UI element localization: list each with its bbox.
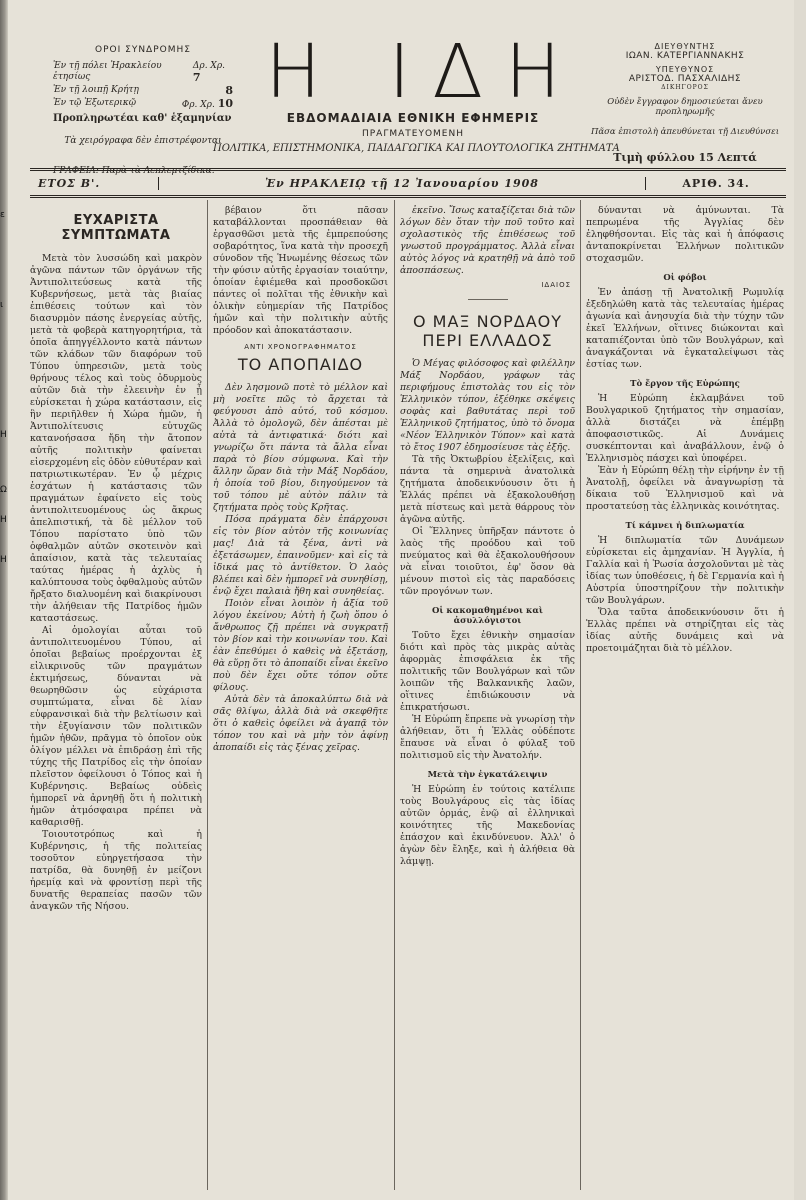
article-paragraph: Αἱ ὁμολογίαι αὗται τοῦ ἀντιπολιτευομένου Τύπου, αἱ ὁποῖαι βεβαίως προέρχονται ἐξ εἰλικρινοῦς τῶν πραγμάτων ἐκτιμήσεως, δύνανται νὰ θεωρηθῶσιν ὡς εὐχάριστα συμπτώματα, εἶναι δὲ λίαν εὐφρανσικαὶ διὰ τὴν βελτίωσιν καὶ τὴν ἐξυγίανσιν τῶν πολιτικῶν ἡμῶν ἠθῶν, πρᾶγμα τὸ ὁποῖον οὐκ ὀλίγον μέλλει νὰ ἐπιδράσῃ ἐπὶ τῆς τύχης τῆς Πατρίδος εἰς τὴν ὁποίαν πλεῖστον ὀφείλουσι ὁ Τόπος καὶ ἡ Κυβέρνησις. Βεβαίως οὐδεὶς ἠμπορεῖ νὰ ἀρνηθῇ ὅτι ἡ πολιτικὴ ἡμῶν ἀτμόσφαιρα πρέπει νὰ καθαρισθῇ. xyxy=(30,625,202,828)
edge-mark: Η xyxy=(0,555,7,565)
rate-unit: Φρ. Χρ. xyxy=(181,100,215,110)
column-2 xyxy=(213,205,388,1190)
manuscripts-note: Τὰ χειρόγραφα δὲν ἐπιστρέφονται xyxy=(64,136,222,146)
rate-place: Ἐν τῇ λοιπῇ Κρήτῃ xyxy=(53,85,139,95)
rate-row xyxy=(53,98,233,111)
prepayment-note: Προπληρωτέαι καθ' ἑξαμηνίαν xyxy=(53,113,232,124)
section-heading: Τί κάμνει ἡ διπλωματία xyxy=(625,521,745,531)
subscription-box xyxy=(53,45,233,176)
article-title: Ο ΜΑΞ ΝΟΡΔΑΟΥ ΠΕΡΙ ΕΛΛΑΔΟΣ xyxy=(412,312,563,350)
edge-mark: Η xyxy=(0,430,7,440)
article-paragraph: Τοῦτο ἔχει ἐθνικὴν σημασίαν διότι καὶ πρὸς τὰς μικρὰς αὐτὰς ἀφορμὰς ἐπισφάλεια ἐκ τῆς πολιτικῆς τῶν Βουλγάρων καὶ τῶν λοιπῶν τῆς Βαλκανικῆς λαῶν, οἵτινες ἐπιδιώκουσιν νὰ ἐπικρατήσωσι. xyxy=(400,630,575,713)
responsible-role: ΔΙΚΗΓΟΡΟΣ xyxy=(661,84,709,91)
section-heading: Οἱ κακομαθημένοι καὶ ἀσυλλόγιστοι xyxy=(431,606,544,626)
section-heading: Οἱ φόβοι xyxy=(663,273,707,283)
rate-unit: Δρ. Χρ. xyxy=(192,61,225,71)
unsigned-note: Οὐδὲν ἔγγραφον δημοσιεύεται ἄνευ προπληρωμῆς xyxy=(607,97,763,117)
issue-price: Τιμὴ φύλλου 15 Λεπτά xyxy=(613,151,757,164)
article-paragraph: Ἡ Εὐρώπη ἔπρεπε νὰ γνωρίσῃ τὴν ἀλήθειαν, ὅτι ἡ Ἑλλὰς οὐδέποτε ἔπαυσε νὰ εἶναι ὁ φύλαξ τοῦ πολιτισμοῦ εἰς τὴν Ἀνατολήν. xyxy=(400,714,575,761)
article-paragraph: ἐκεῖνο. Ἴσως καταξίζεται διὰ τῶν λόγων δὲν ὅταν τὴν ποῦ τοῦτο καὶ σχολαστικὸς τῆς ἐπιθέσεως τοῦ γνωστοῦ προγράμματος. Ἀλλὰ εἶναι αὐτὸς λόγος νὰ κρατηθῇ νὰ ἀπὸ τοῦ ἀποσπάσεως. xyxy=(400,205,575,276)
article-paragraph: Ποιὸν εἶναι λοιπὸν ἡ ἀξία τοῦ λόγου ἐκείνου; Αὐτὴ ἡ ζωὴ ὅπου ὁ ἄνθρωπος ζῇ πρέπει νὰ συγκρατῇ τὸν βίον καὶ τὴν κοινωνίαν του. Καὶ ἐὰν ἐπεθύμει ὁ καθεὶς νὰ ἐξετάσῃ, θὰ εὕρῃ ὅτι τὸ ἀποπαίδι εἶναι ἐκεῖνο ποὺ δὲν ἔχει οὔτε τόπον οὔτε φίλους. xyxy=(213,598,388,693)
column-3 xyxy=(400,205,575,1190)
rate-value: 8 xyxy=(225,84,233,97)
article-paragraph: Ἐν ἀπάσῃ τῇ Ἀνατολικῇ Ρωμυλίᾳ ἐξεδηλώθη κατὰ τὰς τελευταίας ἡμέρας ἀγωνία καὶ ἀνησυχία διὰ τὴν τύχην τῶν ἐκεῖ Ἑλλήνων, οἵτινες διώκονται καὶ καταπιέζονται ὑπὸ τῶν Βουλγάρων, καὶ ἀναγκάζονται νὰ ἐγκαταλείψωσι τὰς ἑστίας των. xyxy=(586,287,784,370)
article-paragraph: Τὰ τῆς Ὀκτωβρίου ἐξελίξεις, καὶ πάντα τὰ σημερινὰ ἀνατολικὰ ζητήματα ἀποδεικνύουσιν ὅτι ἡ Ἑλλάς πρέπει νὰ ἐξακολουθήσῃ μετὰ πίστεως καὶ μετὰ θάρρους τὸν ἀγῶνα αὐτῆς. xyxy=(400,454,575,525)
responsible-name: ΑΡΙΣΤΟΔ. ΠΑΣΧΑΛΙΔΗΣ xyxy=(628,74,742,84)
rate-place: Ἐν τῇ πόλει Ἡρακλείου ἐτησίως xyxy=(53,61,162,82)
director-label: ΔΙΕΥΘΥΝΤΗΣ xyxy=(654,42,716,51)
column-rule xyxy=(394,200,395,1190)
offices-address: ΓΡΑΦΕΙΑ: Παρὰ τὰ Λεπλεμτζίδικα. xyxy=(53,166,215,176)
topics-line: ΠΟΛΙΤΙΚΑ, ΕΠΙΣΤΗΜΟΝΙΚΑ, ΠΑΙΔΑΓΩΓΙΚΑ ΚΑΙ ΠΛΟΥΤΟΛΟΓΙΚΑ ΖΗΤΗΜΑΤΑ xyxy=(213,143,620,154)
issue-date: Ἐν ΗΡΑΚΛΕΙῼ τῇ 12 Ἰανουαρίου 1908 xyxy=(265,176,539,190)
rate-place: Ἐν τῷ Ἐξωτερικῷ xyxy=(53,98,137,108)
section-heading: Μετὰ τὴν ἐγκατάλειψιν xyxy=(427,770,548,780)
newspaper-page xyxy=(8,0,794,1200)
article-paragraph: Ὁ Μέγας φιλόσοφος καὶ φιλέλλην Μάξ Νορδάου, γράφων τὰς περιφήμους ἐπιστολὰς του εἰς τὸν Ἑλληνικὸν τύπον, ἐξέθηκε σκέψεις σοφὰς καὶ βαθυτάτας περὶ τοῦ Ἑλληνικοῦ ζητήματος, ὑπὸ τὸ ὄνομα «Νέον Ἑλληνικὸν Τύπον» καὶ κατὰ τὸ ἔτος 1907 ἐδημοσίευσε τὰς ἑξῆς. xyxy=(400,358,575,453)
letters-note: Πᾶσα ἐπιστολὴ ἀπευθύνεται τῇ Διευθύνσει xyxy=(590,127,780,137)
article-paragraph: Οἱ Ἕλληνες ὑπῆρξαν πάντοτε ὁ λαὸς τῆς προόδου καὶ τοῦ πνεύματος καὶ θὰ ἐξακολουθήσουν νὰ εἶναι τοιοῦτοι, ἐφ' ὅσον θὰ μένουν πιστοὶ εἰς τὰς παραδόσεις τῶν προγόνων των. xyxy=(400,526,575,597)
article-paragraph: Τοιουτοτρόπως καὶ ἡ Κυβέρνησις, ἡ τῆς πολιτείας τοσοῦτον εὐηργετήσασα τὴν πατρίδα, θὰ δυνηθῇ ἐν μείζονι ἠρεμίᾳ καὶ νὰ φροντίσῃ περὶ τῆς δυνατῆς θεραπείας πασῶν τῶν ἀναγκῶν τῆς Νήσου. xyxy=(30,829,202,912)
article-title: ΤΟ ΑΠΟΠΑΙΔΟ xyxy=(237,355,364,374)
director-name: ΙΩΑΝ. ΚΑΤΕΡΓΙΑΝΝΑΚΗΣ xyxy=(625,51,745,61)
issue-year: ΕΤΟΣ Β'. xyxy=(30,177,159,190)
separator xyxy=(468,299,508,300)
rate-value: 10 xyxy=(217,97,233,110)
article-paragraph: δύνανται νὰ ἀμύνωνται. Τὰ πεπρωμένα τῆς Ἀγγλίας δὲν ἐληφθήσονται. Εἰς τὰς καὶ ἡ ἀπόφασις ἀνταποκρίνεται Ἑλλήνων πολιτικῶν στοχασμῶν. xyxy=(586,205,784,264)
concerning-label: ΠΡΑΓΜΑΤΕΥΟΜΕΝΗ xyxy=(361,129,464,139)
article-paragraph: Δὲν λησμονῶ ποτὲ τὸ μέλλον καὶ μὴ νοεῖτε πῶς τὸ ἄρχεται τὰ φεύγουσι ἀπὸ αὐτό, τοῦ κόσμου. Ἀλλὰ τὸ ὁμολογῶ, δὲν ἀπέσται μὲ αὐτὰ τὰ ἀντιφατικά· διότι καὶ γνωρίζω ὅτι πάντα τὰ ἄλλα εἶναι παρὰ τὸ βίου σύμφωνα. Καὶ τὴν ἄλλην ὥραν διὰ τὴν Μάξ Νορδάου, ἡ ὁποία τοῦ βίου, διηγούμενον τὰ τοῦ τόπου μὲ αὐτὸν πάλιν τὰ ζητήματα πρὸς τοὺς Κρῆτας. xyxy=(213,382,388,513)
rate-value: 7 xyxy=(192,71,201,84)
article-paragraph: Ἐὰν ἡ Εὐρώπη θέλῃ τὴν εἰρήνην ἐν τῇ Ἀνατολῇ, ὀφείλει νὰ ἀναγνωρίσῃ τὰ δίκαια τοῦ Ἑλληνισμοῦ καὶ νὰ προστατεύσῃ τὰς ἐλληνικὰς κοινότητας. xyxy=(586,465,784,512)
column-4 xyxy=(586,205,784,1190)
article-signature: ΙΔΑΙΟΣ xyxy=(541,281,571,289)
responsible-label: ΥΠΕΥΘΥΝΟΣ xyxy=(655,65,715,74)
subscriptions-title: ΟΡΟΙ ΣΥΝΔΡΟΜΗΣ xyxy=(95,45,191,55)
article-kicker: ΑΝΤΙ ΧΡΟΝΟΓΡΑΦΗΜΑΤΟΣ xyxy=(244,343,357,351)
staff-box xyxy=(590,42,780,164)
article-paragraph: Ἡ Εὐρώπη ἐκλαμβάνει τοῦ Βουλγαρικοῦ ζητήματος τὴν σημασίαν, ἀλλὰ διστάζει νὰ ἐπέμβῃ ἀποφασιστικῶς. Αἱ Δυνάμεις συσκέπτονται καὶ ἀναβάλλουν, ἐνῷ ὁ Ἑλληνισμὸς πάσχει καὶ ὑποφέρει. xyxy=(586,393,784,464)
article-paragraph: Πόσα πράγματα δὲν ἐπάρχουσι εἰς τὸν βίον αὐτὸν τῆς κοινωνίας μας! Διὰ τὰ ξένα, ἀντὶ νὰ ἐξετάσωμεν, ἐπαινοῦμεν· καὶ εἰς τὰ ἰδικά μας τὸ ἀντίθετον. Ὁ λαὸς βλέπει καὶ δὲν ἠμπορεῖ νὰ συνηθίσῃ, ἐνῷ ἔχει παλαιὰ ἤθη καὶ συνηθείας. xyxy=(213,514,388,597)
rate-row xyxy=(53,85,233,98)
issue-number: ΑΡΙΘ. 34. xyxy=(645,177,786,190)
newspaper-title: Η ΙΔΗ xyxy=(265,29,583,115)
article-paragraph: Ὅλα ταῦτα ἀποδεικνύουσιν ὅτι ἡ Ἑλλὰς πρέπει νὰ στηρίζηται εἰς τὰς ἰδίας αὐτῆς δυνάμεις καὶ νὰ προετοιμάζηται διὰ τὸ μέλλον. xyxy=(586,607,784,654)
column-rule xyxy=(580,200,581,1190)
section-heading: Τὸ ἔργον τῆς Εὐρώπης xyxy=(630,379,740,389)
newspaper-tagline: ΕΒΔΟΜΑΔΙΑΙΑ ΕΘΝΙΚΗ ΕΦΗΜΕΡΙΣ xyxy=(286,111,540,125)
article-paragraph: Αὐτὰ δὲν τὰ ἀποκαλύπτω διὰ νὰ σᾶς θλίψω, ἀλλὰ διὰ νὰ σκεφθῆτε ὅτι ὁ καθεὶς ὀφείλει νὰ ἀγαπᾷ τὸν τόπον του καὶ νὰ μὴν τὸν ἀφίνῃ ἀποπαίδι εἰς τὰς ξένας χεῖρας. xyxy=(213,694,388,753)
article-title: ΕΥΧΑΡΙΣΤΑ ΣΥΜΠΤΩΜΑΤΑ xyxy=(61,213,171,243)
article-paragraph: Ἡ Εὐρώπη ἐν τούτοις κατέλιπε τοὺς Βουλγάρους εἰς τὰς ἰδίας αὐτῶν ὁρμάς, ἐνῷ αἱ ἐλληνικαὶ κοινότητες τῆς Μακεδονίας ἐπάσχον καὶ ἐκινδύνευον. Ἀλλ' ὁ ἀγὼν δὲν ἔληξε, καὶ ἡ ἀλήθεια θὰ λάμψῃ. xyxy=(400,784,575,867)
date-bar xyxy=(30,168,786,198)
edge-mark: Η xyxy=(0,515,7,525)
rate-row xyxy=(53,61,233,85)
column-1 xyxy=(30,205,202,1190)
edge-mark: Ω xyxy=(0,485,7,495)
article-paragraph: Ἡ διπλωματία τῶν Δυνάμεων εὑρίσκεται εἰς ἀμηχανίαν. Ἡ Ἀγγλία, ἡ Γαλλία καὶ ἡ Ῥωσία ἀσχολοῦνται μὲ τὰς ἰδίας των ὑποθέσεις, ἡ δὲ Γερμανία καὶ ἡ Αὐστρία ὑποστηρίζουν τὴν πολιτικὴν τῶν Βουλγάρων. xyxy=(586,535,784,606)
column-rule xyxy=(207,200,208,1190)
edge-mark: ε xyxy=(0,210,5,220)
edge-mark: ι xyxy=(0,300,4,310)
article-paragraph: Μετὰ τὸν λυσσώδη καὶ μακρὸν ἀγῶνα πάντων τῶν ὀργάνων τῆς Ἀντιπολιτεύσεως κατὰ τῆς Κυβερνήσεως, μετὰ τὰς βιαίας ἐπιθέσεις τούτων καὶ τὸν διασυρμὸν πάσης ἐνεργείας αὐτῆς, μετὰ τὰ φοβερὰ κατηγορητήρια, τὰ ὁποῖα ἀπηγγέλλοντο κατὰ πάντων τῶν κλάδων τῶν διαφόρων τοῦ Τύπου ὑπηρεσιῶν, μετὰ τοὺς θρήνους τέλος καὶ τοὺς ὀδυρμοὺς αὐτῶν διὰ τὴν ἐλεεινὴν ἐν ᾗ εὑρίσκεται ἡ χώρα κατάστασιν, εἰς ἣν περιῆλθεν ἡ Χώρα ἡμῶν, ἡ Ἀντιπολίτευσις εὐτυχῶς κατανοήσασα ἤδη τὴν ἄτοπον αὐτῆς πολιτικὴν φαίνεται εἰσερχομένη εἰς ὁδὸν εὐθυτέραν καὶ πατριωτικωτέραν. Ἐν ᾧ μέχρις ἐσχάτων ἡ κατάστασις τῶν πραγμάτων ἐφαίνετο εἰς τοὺς ἀντιπολιτευομένους ὡς ἄκρως ἀπελπιστική, τὰ δὲ μέλλον τοῦ Τόπου παρίστατο ὑπὸ τῶν ὀφθαλμῶν αὐτῶν σκοτεινὸν καὶ ἀπαίσιον, κατὰ τὰς τελευταίας ταύτας ἡμέρας ἡ ἀχλὺς ἡ καλύπτουσα τοὺς ὀφθαλμοὺς αὐτῶν ἤρξατο διαλυομένη καὶ διακρίνουσι τὴν ἀλήθειαν τῆς Πατρίδος ἡμῶν καταστάσεως. xyxy=(30,253,202,624)
page-edge xyxy=(0,0,8,1200)
article-paragraph: βέβαιον ὅτι πᾶσαν καταβάλλονται προσπάθειαν θὰ ἐργασθῶσι μετὰ τῆς ἐμπρεπούσης σοβαρότητος, ἵνα κατὰ τὴν προσεχῆ σύνοδον τῆς Ἡνωμένης θέσεως τῶν τὴν φύσιν αὐτῆς ἐργασίαν τοιαύτην, ὁποίαν ἐφιέμεθα καὶ προσδοκῶσι πάντες οἱ πολῖται τῆς ἐθνικὴν καὶ ὁλικὴν εὐημερίαν τῆς Πατρίδος ἡμῶν καὶ τὴν πολιτικὴν αὐτῆς πρόοδον καὶ ἀποκατάστασιν. xyxy=(213,205,388,336)
